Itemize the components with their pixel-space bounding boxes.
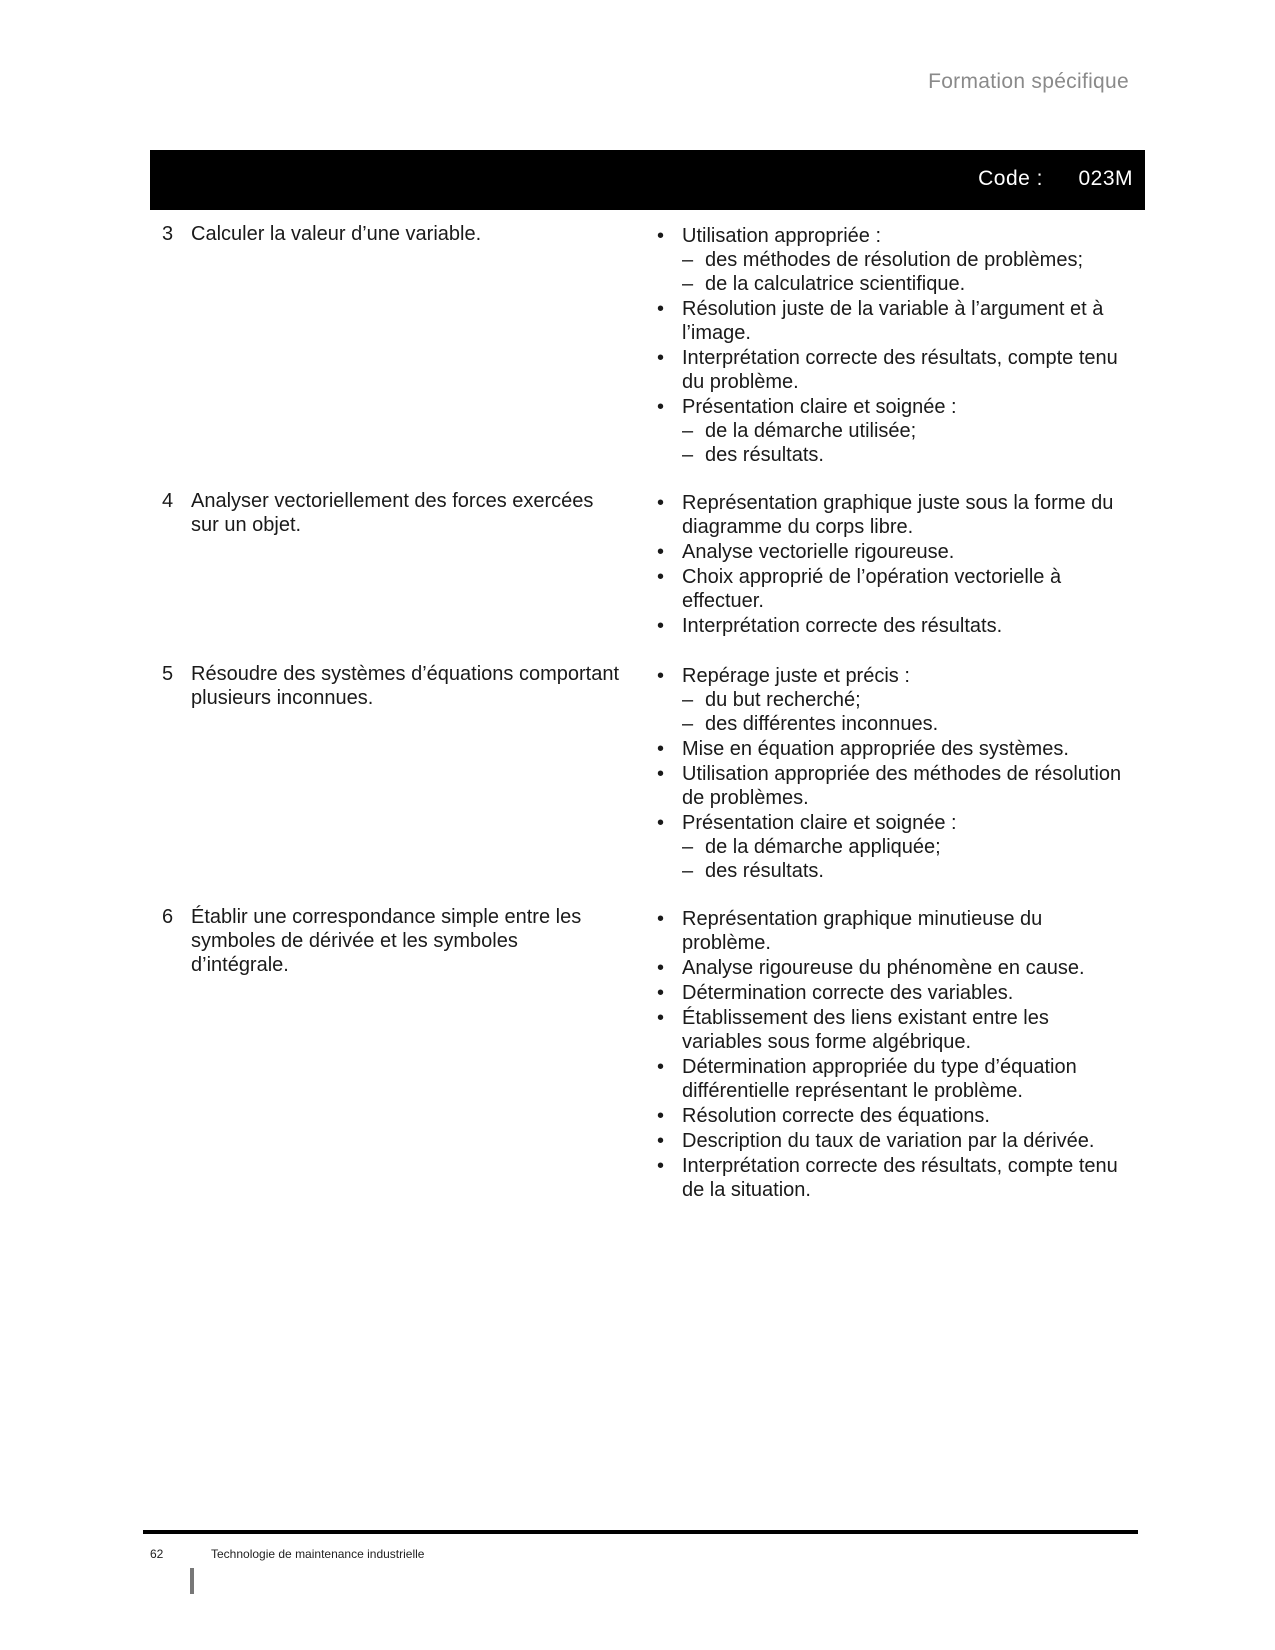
sub-criterion-item xyxy=(682,688,1127,712)
criterion-item xyxy=(657,224,1127,296)
criterion-text: Résolution juste de la variable à l’argument et à l’image. xyxy=(682,298,1104,344)
bullet-icon: • xyxy=(657,982,665,1004)
criterion-item xyxy=(657,907,1127,955)
code-bar xyxy=(150,150,1145,210)
criterion-text: Détermination correcte des variables. xyxy=(682,982,1014,1004)
bullet-icon: • xyxy=(657,347,665,369)
criterion-text: Analyse vectorielle rigoureuse. xyxy=(682,541,955,563)
bullet-icon: • xyxy=(657,298,665,320)
criteria-list-3 xyxy=(657,224,1127,468)
criterion-item xyxy=(657,737,1127,761)
bullet-icon: • xyxy=(657,566,665,588)
code-label: Code : xyxy=(978,167,1043,190)
criterion-text: Représentation graphique minutieuse du problème. xyxy=(682,908,1043,954)
criterion-text: Présentation claire et soignée : xyxy=(682,812,957,834)
bullet-icon: • xyxy=(657,396,665,418)
sub-criterion-text: des différentes inconnues. xyxy=(705,713,939,735)
criterion-item xyxy=(657,297,1127,345)
dash-icon: – xyxy=(682,713,694,735)
bullet-icon: • xyxy=(657,615,665,637)
criterion-text: Choix approprié de l’opération vectorielle à effectuer. xyxy=(682,566,1062,612)
bullet-icon: • xyxy=(657,1056,665,1078)
criterion-text: Mise en équation appropriée des systèmes. xyxy=(682,738,1069,760)
criterion-text: Établissement des liens existant entre les variables sous forme algébrique. xyxy=(682,1007,1049,1053)
criterion-item xyxy=(657,981,1127,1005)
objective-text: Analyser vectoriellement des forces exercées sur un objet. xyxy=(191,490,594,536)
footer-program-title: Technologie de maintenance industrielle xyxy=(211,1547,425,1561)
criterion-item xyxy=(657,1129,1127,1153)
criterion-text: Interprétation correcte des résultats, compte tenu du problème. xyxy=(682,347,1118,393)
sub-criterion-item xyxy=(682,272,1127,296)
criteria-list-6 xyxy=(657,907,1127,1203)
criterion-item xyxy=(657,956,1127,980)
objective-number: 3 xyxy=(162,223,174,245)
sub-criterion-text: de la démarche appliquée; xyxy=(705,836,941,858)
criterion-text: Description du taux de variation par la dérivée. xyxy=(682,1130,1095,1152)
sub-criteria-list xyxy=(682,248,1127,296)
criterion-item xyxy=(657,346,1127,394)
sub-criterion-item xyxy=(682,835,1127,859)
bullet-icon: • xyxy=(657,1105,665,1127)
criterion-text: Interprétation correcte des résultats, compte tenu de la situation. xyxy=(682,1155,1118,1201)
criteria-list-4 xyxy=(657,491,1127,639)
criterion-text: Présentation claire et soignée : xyxy=(682,396,957,418)
criterion-item xyxy=(657,614,1127,638)
criterion-item xyxy=(657,811,1127,883)
criterion-item xyxy=(657,1006,1127,1054)
dash-icon: – xyxy=(682,249,694,271)
objective-number: 4 xyxy=(162,490,174,512)
dash-icon: – xyxy=(682,836,694,858)
objective-text: Établir une correspondance simple entre les symboles de dérivée et les symboles d’intégrale. xyxy=(191,906,582,976)
revision-bar xyxy=(190,1568,194,1594)
bullet-icon: • xyxy=(657,541,665,563)
bullet-icon: • xyxy=(657,763,665,785)
running-header: Formation spécifique xyxy=(928,70,1129,93)
criterion-text: Représentation graphique juste sous la forme du diagramme du corps libre. xyxy=(682,492,1114,538)
bullet-icon: • xyxy=(657,812,665,834)
criterion-text: Utilisation appropriée : xyxy=(682,225,881,247)
dash-icon: – xyxy=(682,420,694,442)
sub-criteria-list xyxy=(682,688,1127,736)
dash-icon: – xyxy=(682,444,694,466)
sub-criterion-text: de la calculatrice scientifique. xyxy=(705,273,966,295)
sub-criterion-item xyxy=(682,443,1127,467)
criterion-item xyxy=(657,1104,1127,1128)
bullet-icon: • xyxy=(657,908,665,930)
bullet-icon: • xyxy=(657,1155,665,1177)
sub-criterion-text: de la démarche utilisée; xyxy=(705,420,917,442)
bullet-icon: • xyxy=(657,225,665,247)
criterion-item xyxy=(657,491,1127,539)
sub-criterion-text: du but recherché; xyxy=(705,689,861,711)
criterion-item xyxy=(657,540,1127,564)
sub-criterion-text: des résultats. xyxy=(705,444,824,466)
sub-criterion-text: des résultats. xyxy=(705,860,824,882)
criterion-text: Détermination appropriée du type d’équation différentielle représentant le problème. xyxy=(682,1056,1077,1102)
criterion-text: Résolution correcte des équations. xyxy=(682,1105,990,1127)
sub-criterion-item xyxy=(682,248,1127,272)
bullet-icon: • xyxy=(657,492,665,514)
objective-text: Résoudre des systèmes d’équations comportant plusieurs inconnues. xyxy=(191,663,620,709)
footer-rule xyxy=(143,1530,1138,1534)
sub-criterion-item xyxy=(682,859,1127,883)
sub-criterion-item xyxy=(682,419,1127,443)
criterion-text: Analyse rigoureuse du phénomène en cause. xyxy=(682,957,1085,979)
criterion-item xyxy=(657,395,1127,467)
criterion-item xyxy=(657,565,1127,613)
bullet-icon: • xyxy=(657,957,665,979)
criterion-item xyxy=(657,762,1127,810)
dash-icon: – xyxy=(682,860,694,882)
criteria-list-5 xyxy=(657,664,1127,884)
criterion-item xyxy=(657,1154,1127,1202)
sub-criterion-item xyxy=(682,712,1127,736)
criterion-text: Interprétation correcte des résultats. xyxy=(682,615,1003,637)
objective-number: 6 xyxy=(162,906,174,928)
objective-text: Calculer la valeur d’une variable. xyxy=(191,223,482,245)
criterion-item xyxy=(657,1055,1127,1103)
criterion-item xyxy=(657,664,1127,736)
sub-criteria-list xyxy=(682,835,1127,883)
bullet-icon: • xyxy=(657,1007,665,1029)
sub-criteria-list xyxy=(682,419,1127,467)
footer-page-number: 62 xyxy=(150,1547,164,1561)
bullet-icon: • xyxy=(657,738,665,760)
criterion-text: Utilisation appropriée des méthodes de résolution de problèmes. xyxy=(682,763,1122,809)
code-value: 023M xyxy=(1078,167,1133,190)
sub-criterion-text: des méthodes de résolution de problèmes; xyxy=(705,249,1084,271)
dash-icon: – xyxy=(682,689,694,711)
bullet-icon: • xyxy=(657,1130,665,1152)
bullet-icon: • xyxy=(657,665,665,687)
objective-number: 5 xyxy=(162,663,174,685)
criterion-text: Repérage juste et précis : xyxy=(682,665,910,687)
dash-icon: – xyxy=(682,273,694,295)
